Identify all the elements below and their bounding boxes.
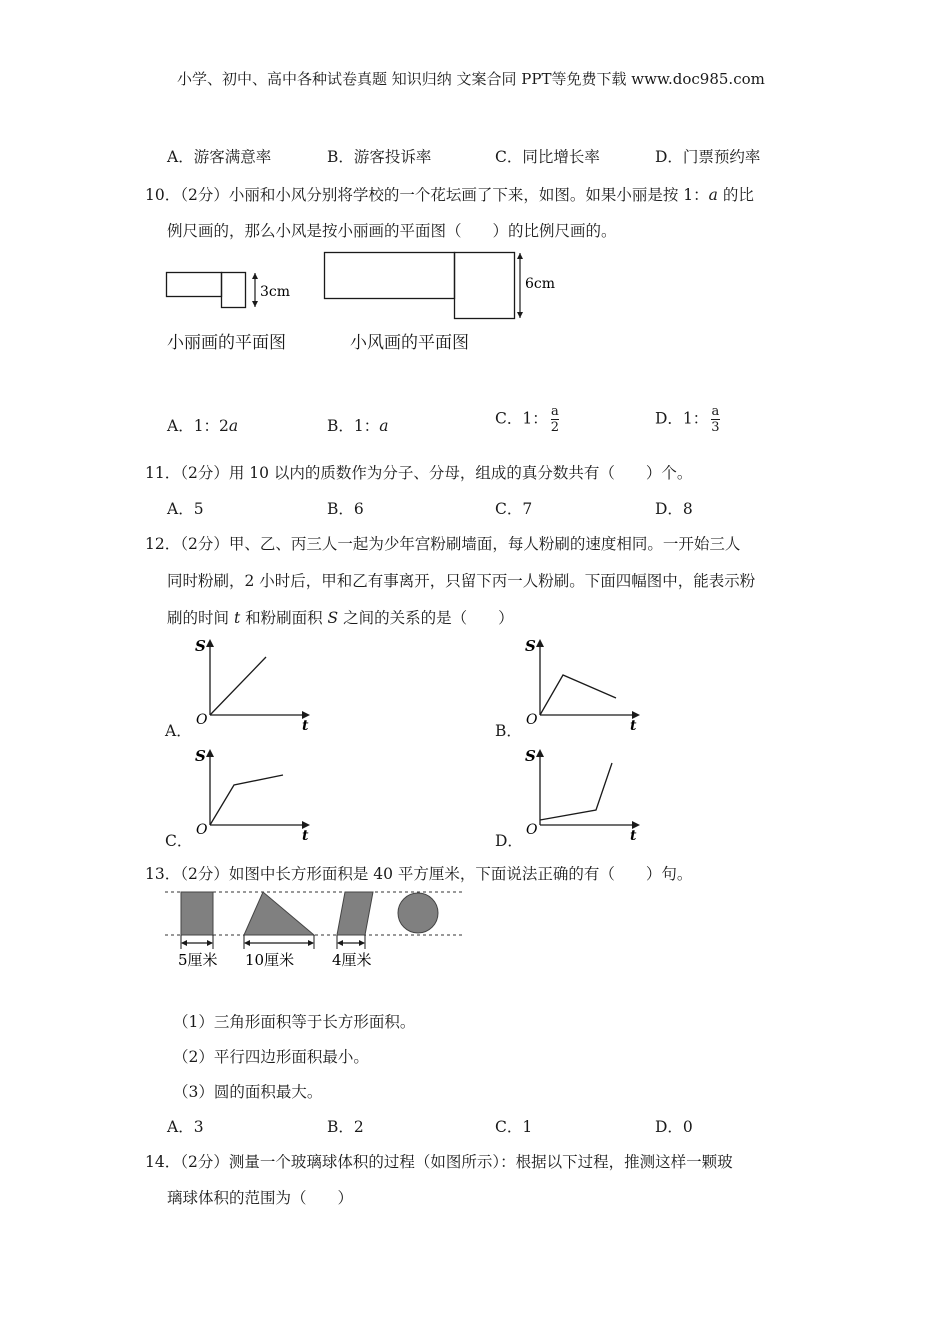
q13-statement-2: （2）平行四边形面积最小。 bbox=[173, 1048, 369, 1066]
q11-stem: 11．（2分）用 10 以内的质数作为分子、分母，组成的真分数共有（ ）个。 bbox=[145, 464, 693, 482]
q12-graph-b bbox=[520, 633, 650, 733]
graph-d-origin: O bbox=[526, 822, 538, 838]
graph-d-x-label: t bbox=[630, 828, 637, 843]
graph-b-y-label: S bbox=[525, 637, 536, 655]
large-rect-left bbox=[325, 253, 455, 299]
dim-label-triangle: 10厘米 bbox=[245, 951, 295, 969]
q12-stem-line3: 刷的时间 t 和粉刷面积 S 之间的关系的是（ ） bbox=[167, 609, 514, 627]
graph-c-line bbox=[210, 775, 283, 825]
q12-graph-d-label: D． bbox=[495, 832, 523, 850]
small-rect-left bbox=[167, 273, 222, 297]
graph-d-line bbox=[540, 763, 612, 820]
q12-stem-line1: 12．（2分）甲、乙、丙三人一起为少年宫粉刷墙面，每人粉刷的速度相同。一开始三人 bbox=[145, 535, 741, 553]
graph-b-x-label: t bbox=[630, 718, 637, 733]
shape-circle bbox=[398, 893, 438, 933]
q13-statement-1: （1）三角形面积等于长方形面积。 bbox=[173, 1013, 416, 1031]
q13-option-c: C．1 bbox=[495, 1118, 533, 1136]
shape-rectangle bbox=[181, 892, 213, 935]
q12-graph-d bbox=[520, 743, 650, 843]
q12-graph-c bbox=[190, 743, 320, 843]
q12-graph-a-label: A． bbox=[165, 722, 192, 740]
graph-b-line bbox=[540, 675, 616, 715]
graph-c-y-label: S bbox=[195, 747, 206, 765]
shape-triangle bbox=[244, 892, 314, 935]
graph-a-x-label: t bbox=[302, 718, 309, 733]
q13-option-d: D．0 bbox=[655, 1118, 693, 1136]
shape-parallelogram bbox=[337, 892, 373, 935]
small-rect-right bbox=[222, 273, 246, 308]
q13-statement-3: （3）圆的面积最大。 bbox=[173, 1083, 323, 1101]
q10-caption-right: 小风画的平面图 bbox=[350, 333, 469, 353]
q11-option-d: D．8 bbox=[655, 500, 693, 518]
q12-graph-b-label: B． bbox=[495, 722, 522, 740]
q10-option-d: D．1： $\frac{a}{3}$ bbox=[655, 404, 720, 435]
q11-option-b: B．6 bbox=[327, 500, 364, 518]
q9-option-a: A．游客满意率 bbox=[167, 148, 272, 166]
graph-a-line bbox=[210, 657, 266, 715]
q10-option-b: B．1：a bbox=[327, 417, 389, 435]
q10-figure bbox=[160, 245, 580, 330]
page-header: 小学、初中、高中各种试卷真题 知识归纳 文案合同 PPT等免费下载 www.doc985.com bbox=[177, 70, 765, 88]
large-rect-right bbox=[455, 253, 515, 319]
dim-label-rect: 5厘米 bbox=[178, 951, 218, 969]
graph-d-y-label: S bbox=[525, 747, 536, 765]
q12-stem-line2: 同时粉刷，2 小时后，甲和乙有事离开，只留下丙一人粉刷。下面四幅图中，能表示粉 bbox=[167, 572, 756, 590]
q13-figure bbox=[160, 885, 470, 975]
dim-label-parallelogram: 4厘米 bbox=[332, 951, 372, 969]
q10-stem-line2: 例尺画的，那么小风是按小丽画的平面图（ ）的比例尺画的。 bbox=[167, 222, 617, 240]
q14-stem-line2: 璃球体积的范围为（ ） bbox=[167, 1189, 354, 1207]
q10-caption-left: 小丽画的平面图 bbox=[167, 333, 286, 353]
q9-option-b: B．游客投诉率 bbox=[327, 148, 432, 166]
graph-a-y-label: S bbox=[195, 637, 206, 655]
q13-stem: 13．（2分）如图中长方形面积是 40 平方厘米，下面说法正确的有（ ）句。 bbox=[145, 865, 693, 883]
right-dim-label: 6cm bbox=[525, 276, 556, 292]
graph-a-origin: O bbox=[196, 712, 208, 728]
q11-option-a: A．5 bbox=[167, 500, 204, 518]
q11-option-c: C．7 bbox=[495, 500, 533, 518]
q9-option-c: C．同比增长率 bbox=[495, 148, 600, 166]
q12-graph-c-label: C． bbox=[165, 832, 193, 850]
graph-b-origin: O bbox=[526, 712, 538, 728]
q12-graph-a bbox=[190, 633, 320, 733]
graph-c-origin: O bbox=[196, 822, 208, 838]
q14-stem-line1: 14．（2分）测量一个玻璃球体积的过程（如图所示）：根据以下过程，推测这样一颗玻 bbox=[145, 1153, 733, 1171]
left-dim-label: 3cm bbox=[260, 284, 291, 300]
graph-c-x-label: t bbox=[302, 828, 309, 843]
q10-stem-line1: 10．（2分）小丽和小风分别将学校的一个花坛画了下来，如图。如果小丽是按 1：a 的比 bbox=[145, 186, 754, 204]
q13-option-a: A．3 bbox=[167, 1118, 204, 1136]
q10-option-c: C．1： $\frac{a}{2}$ bbox=[495, 404, 560, 435]
q9-option-d: D．门票预约率 bbox=[655, 148, 761, 166]
q13-option-b: B．2 bbox=[327, 1118, 364, 1136]
q10-option-a: A．1：2a bbox=[167, 417, 239, 435]
